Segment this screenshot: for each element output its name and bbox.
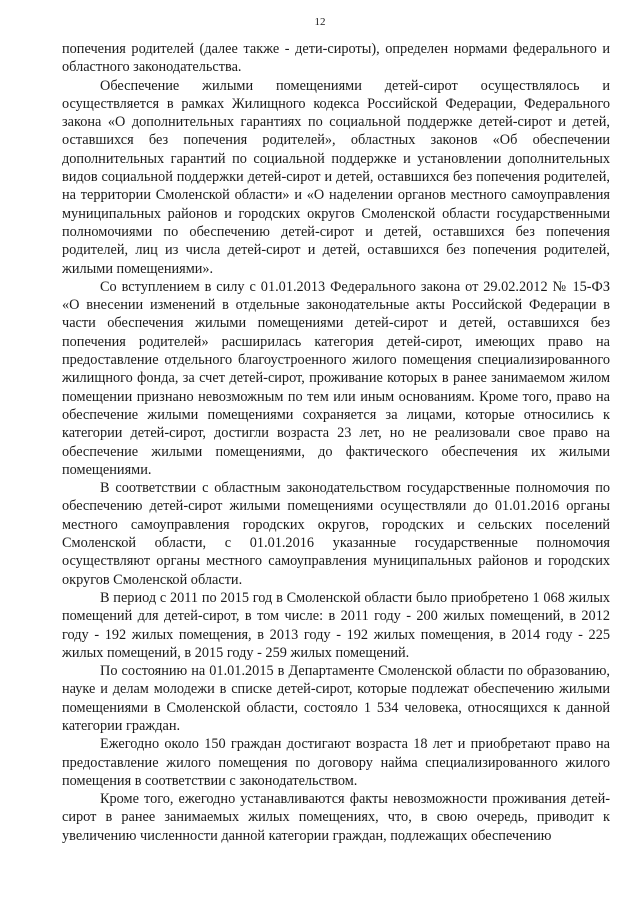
paragraph-annual-eligible: Ежегодно около 150 граждан достигают возраста 18 лет и приобретают право на предоставление жилого помещения по договору найма специализированного жилого помещения в соответствии с законодательством. <box>62 736 610 789</box>
page-number: 12 <box>314 16 326 28</box>
paragraph-acquired-housing: В период с 2011 по 2015 год в Смоленской области было приобретено 1 068 жилых помещений для детей-сирот, в том числе: в 2011 году - 200 жилых помещений, в 2012 году - 192 жилых помещения, в 2013 году - 192 жилых помещения, в 2014 году - 225 жилых помещений, в 2015 году - 259 жилых помещений. <box>62 589 610 661</box>
document-body <box>62 40 610 845</box>
paragraph-housing-provision: Обеспечение жилыми помещениями детей-сирот осуществлялось и осуществляется в рамках Жилищного кодекса Российской Федерации, Федерального закона «О дополнительных гарантиях по социальной поддержке детей-сирот и детей, оставшихся без попечения родителей», областных законов «Об обеспечении дополнительных гарантий по социальной поддержке и установлении дополнительных видов социальной поддержки детей-сирот и детей, оставшихся без попечения родителей, на территории Смоленской области» и «О наделении органов местного самоуправления муниципальных районов и городских округов Смоленской области государственными полномочиями по обеспечению детей-сирот и детей, оставшихся без попечения родителей, лиц из числа детей-сирот и детей, оставшихся без попечения родителей, жилыми помещениями». <box>62 77 610 277</box>
paragraph-continuation: попечения родителей (далее также - дети-сироты), определен нормами федерального и областного законодательства. <box>62 41 610 76</box>
paragraph-waiting-list: По состоянию на 01.01.2015 в Департаменте Смоленской области по образованию, науке и делам молодежи в списке детей-сирот, которые подлежат обеспечению жилыми помещениями в Смоленской области, состояло 1 534 человека, относящихся к данной категории граждан. <box>62 663 610 734</box>
paragraph-federal-law-2013: Со вступлением в силу с 01.01.2013 Федерального закона от 29.02.2012 № 15-ФЗ «О внесении изменений в отдельные законодательные акты Российской Федерации в части обеспечения жилыми помещениями детей-сирот и детей, оставшихся без попечения родителей» расширилась категория детей-сирот, имеющих право на предоставление отдельного благоустроенного жилого помещения специализированного жилищного фонда, за счет детей-сирот, проживание которых в ранее занимаемом жилом помещении признано невозможным по тем или иным основаниям. Кроме того, право на обеспечение жилыми помещениями сохраняется за лицами, которые относились к категории детей-сирот, достигли возраста 23 лет, но не реализовали свое право на обеспечение жилыми помещениями, до фактического обеспечения их жилыми помещениями. <box>62 278 610 478</box>
paragraph-regional-powers: В соответствии с областным законодательством государственные полномочия по обеспечению детей-сирот жилыми помещениями осуществляли до 01.01.2016 органы местного самоуправления городских округов, городских и сельских поселений Смоленской области, с 01.01.2016 указанные государственные полномочия осуществляют органы местного самоуправления муниципальных районов и городских округов Смоленской области. <box>62 480 610 588</box>
paragraph-impossibility-facts: Кроме того, ежегодно устанавливаются факты невозможности проживания детей-сирот в ранее занимаемых жилых помещениях, что, в свою очередь, приводит к увеличению численности данной категории граждан, подлежащих обеспечению <box>62 791 610 844</box>
